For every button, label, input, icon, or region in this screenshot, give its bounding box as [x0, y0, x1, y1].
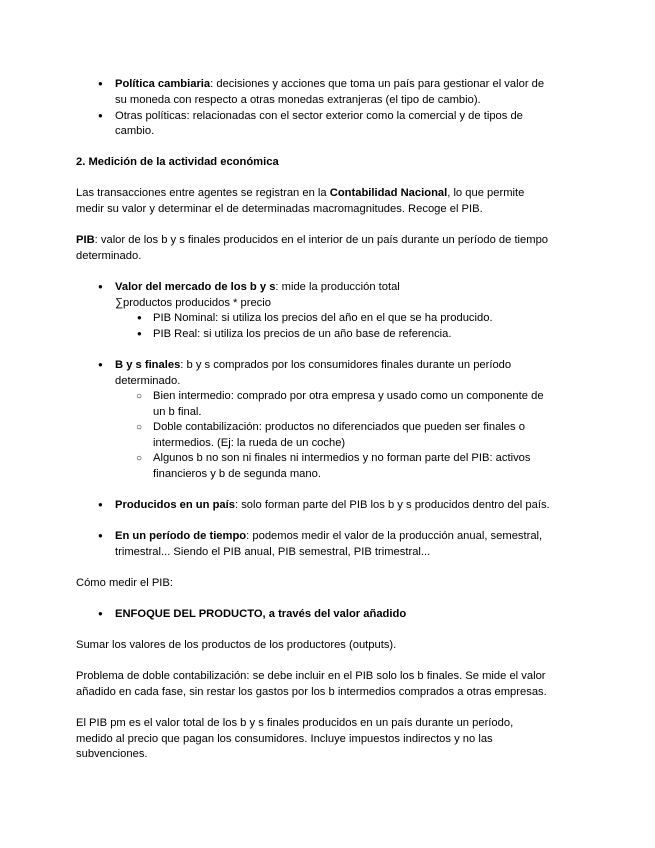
paragraph: El PIB pm es el valor total de los b y s finales producidos en un país durante un período, — [76, 717, 514, 729]
bullet — [98, 109, 103, 124]
bullet — [137, 327, 142, 342]
sub-item-bien-intermedio: Bien intermedio: comprado por otra empresa y usado como un componente de — [153, 390, 544, 402]
paragraph-line: subvenciones. — [76, 748, 148, 760]
list-item-continuation: cambio. — [115, 125, 155, 137]
paragraph-line: medir su valor y determinar el de determinadas macromagnitudes. Recoge el PIB. — [76, 203, 483, 215]
formula: ∑productos producidos * precio — [115, 297, 271, 309]
list-item-producidos-pais: Producidos en un país: solo forman parte del PIB los b y s producidos dentro del país. — [115, 499, 550, 511]
paragraph-line: añadido en cada fase, sin restar los gastos por los b intermedios comprados a otras empresas. — [76, 686, 547, 698]
bullet — [98, 529, 103, 544]
paragraph: Cómo medir el PIB: — [76, 577, 173, 589]
sub-item-continuation: financieros y b de segunda mano. — [153, 468, 321, 480]
list-item-valor-mercado: Valor del mercado de los b y s: mide la producción total — [115, 281, 400, 293]
sub-item-pib-nominal: PIB Nominal: si utiliza los precios del año en el que se ha producido. — [153, 312, 493, 324]
list-item-bys-finales: B y s finales: b y s comprados por los consumidores finales durante un período — [115, 359, 512, 371]
paragraph-line: determinado. — [76, 250, 142, 262]
list-item-enfoque-producto: ENFOQUE DEL PRODUCTO, a través del valor añadido — [115, 608, 407, 620]
list-item-periodo-tiempo: En un período de tiempo: podemos medir el valor de la producción anual, semestral, — [115, 530, 543, 542]
circle-bullet — [136, 420, 142, 435]
bullet — [98, 280, 103, 295]
list-item-continuation: determinado. — [115, 375, 181, 387]
bullet — [137, 311, 142, 326]
sub-item-algunos-b: Algunos b no son ni finales ni intermedios y no forman parte del PIB: activos — [153, 452, 531, 464]
bullet — [98, 77, 103, 92]
list-item-continuation: su moneda con respecto a otras monedas extranjeras (el tipo de cambio). — [115, 94, 481, 106]
circle-bullet — [136, 451, 142, 466]
term: Política cambiaria — [115, 78, 211, 90]
sub-item-continuation: intermedios. (Ej: la rueda de un coche) — [153, 437, 346, 449]
sub-item-continuation: un b final. — [153, 406, 202, 418]
list-item-otras-politicas: Otras políticas: relacionadas con el sector exterior como la comercial y de tipos de — [115, 110, 523, 122]
paragraph: Las transacciones entre agentes se registran en la Contabilidad Nacional, lo que permite — [76, 187, 525, 199]
bullet — [98, 607, 103, 622]
paragraph-line: medido al precio que pagan los consumidores. Incluye impuestos indirectos y no las — [76, 733, 493, 745]
paragraph: Problema de doble contabilización: se debe incluir en el PIB solo los b finales. Se mide el valor — [76, 670, 546, 682]
paragraph: Sumar los valores de los productos de los productores (outputs). — [76, 639, 397, 651]
circle-bullet — [136, 389, 142, 404]
section-heading: 2. Medición de la actividad económica — [76, 156, 279, 168]
pib-definition: PIB: valor de los b y s finales producidos en el interior de un país durante un período de tiempo — [76, 234, 549, 246]
bullet — [98, 498, 103, 513]
sub-item-doble-contabilizacion: Doble contabilización: productos no diferenciados que pueden ser finales o — [153, 421, 525, 433]
list-item-continuation: trimestral... Siendo el PIB anual, PIB semestral, PIB trimestral... — [115, 546, 431, 558]
list-item-politica-cambiaria: Política cambiaria: decisiones y acciones que toma un país para gestionar el valor de — [115, 78, 545, 90]
sub-item-pib-real: PIB Real: si utiliza los precios de un año base de referencia. — [153, 328, 452, 340]
bullet — [98, 358, 103, 373]
